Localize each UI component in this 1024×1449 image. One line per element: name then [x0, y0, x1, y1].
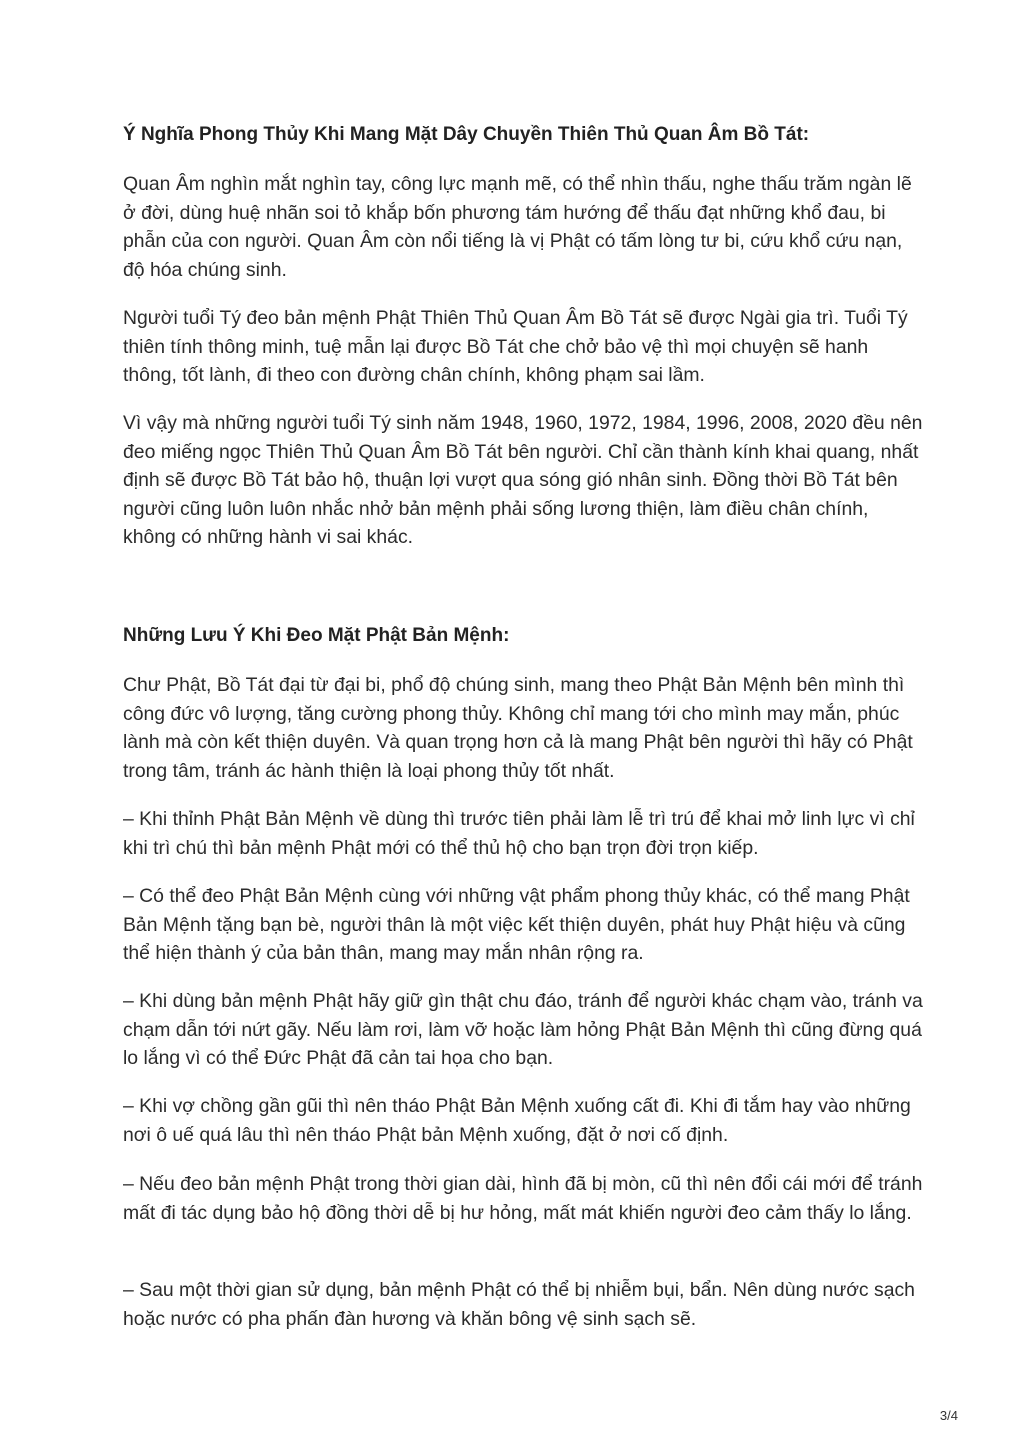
list-item: – Sau một thời gian sử dụng, bản mệnh Phật có thể bị nhiễm bụi, bẩn. Nên dùng nước sạch hoặc nước có pha phấn đàn hương và khăn bông vệ sinh sạch sẽ. — [123, 1279, 915, 1330]
list-item: – Khi dùng bản mệnh Phật hãy giữ gìn thật chu đáo, tránh để người khác chạm vào, tránh va chạm dẫn tới nứt gãy. Nếu làm rơi, làm vỡ hoặc làm hỏng Phật Bản Mệnh thì cũng đừng quá lo lắng vì có thể Đức Phật đã cản tai họa cho bạn. — [123, 990, 923, 1070]
paragraph: Vì vậy mà những người tuổi Tý sinh năm 1948, 1960, 1972, 1984, 1996, 2008, 2020 đều nên đeo miếng ngọc Thiên Thủ Quan Âm Bồ Tát bên người. Chỉ cần thành kính khai quang, nhất định sẽ được Bồ Tát bảo hộ, thuận lợi vượt qua sóng gió nhân sinh. Đồng thời Bồ Tát bên người cũng luôn luôn nhắc nhở bản mệnh phải sống lương thiện, làm điều chân chính, không có những hành vi sai khác. — [123, 412, 923, 549]
list-item: – Có thể đeo Phật Bản Mệnh cùng với những vật phẩm phong thủy khác, có thể mang Phật Bản Mệnh tặng bạn bè, người thân là một việc kết thiện duyên, phát huy Phật hiệu và cũng thể hiện thành ý của bản thân, mang may mắn nhân rộng ra. — [123, 885, 910, 965]
section-heading-notes: Những Lưu Ý Khi Đeo Mặt Phật Bản Mệnh: — [123, 625, 510, 646]
list-item: – Khi thỉnh Phật Bản Mệnh về dùng thì trước tiên phải làm lễ trì trú để khai mở linh lực vì chỉ khi trì chú thì bản mệnh Phật mới có thể thủ hộ cho bạn trọn đời trọn kiếp. — [123, 808, 915, 859]
list-item: – Nếu đeo bản mệnh Phật trong thời gian dài, hình đã bị mòn, cũ thì nên đổi cái mới để tránh mất đi tác dụng bảo hộ đồng thời dễ bị hư hỏng, mất mát khiến người đeo cảm thấy lo lắng. — [123, 1173, 923, 1224]
paragraph: Chư Phật, Bồ Tát đại từ đại bi, phổ độ chúng sinh, mang theo Phật Bản Mệnh bên mình thì công đức vô lượng, tăng cường phong thủy. Không chỉ mang tới cho mình may mắn, phúc lành mà còn kết thiện duyên. Và quan trọng hơn cả là mang Phật bên người thì hãy có Phật trong tâm, tránh ác hành thiện là loại phong thủy tốt nhất. — [123, 674, 913, 782]
paragraph: Người tuổi Tý đeo bản mệnh Phật Thiên Thủ Quan Âm Bồ Tát sẽ được Ngài gia trì. Tuổi Tý thiên tính thông minh, tuệ mẫn lại được Bồ Tát che chở bảo vệ thì mọi chuyện sẽ hanh thông, tốt lành, đi theo con đường chân chính, không phạm sai lầm. — [123, 307, 908, 387]
paragraph: Quan Âm nghìn mắt nghìn tay, công lực mạnh mẽ, có thể nhìn thấu, nghe thấu trăm ngàn lẽ ở đời, dùng huệ nhãn soi tỏ khắp bốn phương tám hướng để thấu đạt những khổ đau, bi phẫn của con người. Quan Âm còn nổi tiếng là vị Phật có tấm lòng tư bi, cứu khổ cứu nạn, độ hóa chúng sinh. — [123, 173, 912, 281]
list-item: – Khi vợ chồng gần gũi thì nên tháo Phật Bản Mệnh xuống cất đi. Khi đi tắm hay vào những nơi ô uế quá lâu thì nên tháo Phật bản Mệnh xuống, đặt ở nơi cố định. — [123, 1095, 911, 1146]
section-heading-feng-shui-meaning: Ý Nghĩa Phong Thủy Khi Mang Mặt Dây Chuyền Thiên Thủ Quan Âm Bồ Tát: — [123, 124, 810, 145]
page-number: 3/4 — [939, 1408, 958, 1423]
